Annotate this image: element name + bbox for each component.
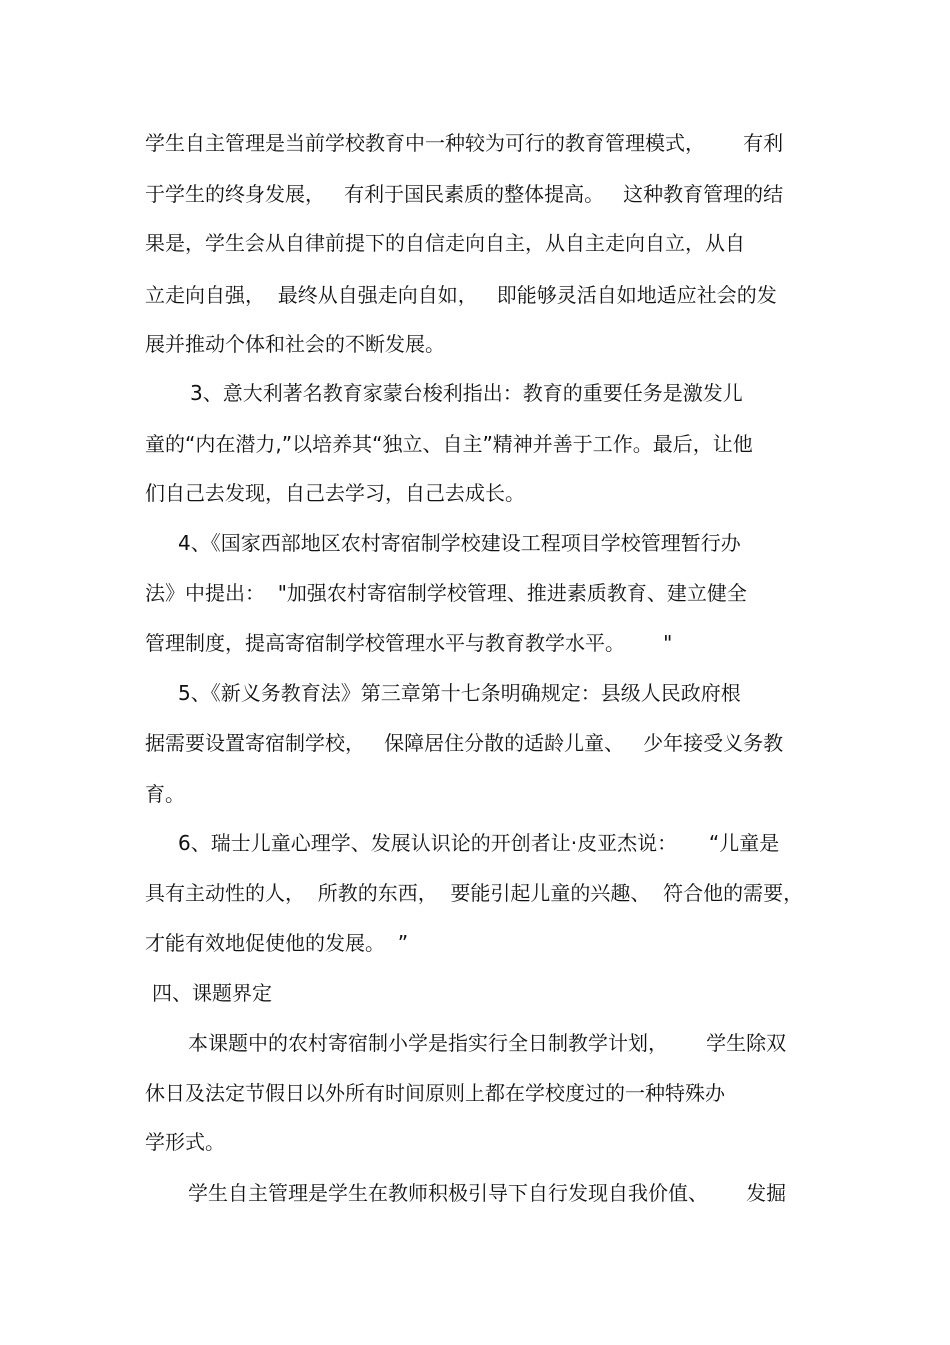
- paragraph-4-line-2: 据需要设置寄宿制学校， 保障居住分散的适龄儿童、 少年接受义务教: [145, 731, 784, 755]
- section-heading: 四、课题界定: [152, 981, 272, 1005]
- paragraph-6-line-2: 休日及法定节假日以外所有时间原则上都在学校度过的一种特殊办: [145, 1081, 725, 1105]
- paragraph-2-line-2: 童的“内在潜力,”以培养其“独立、自主”精神并善于工作。最后，让他: [145, 432, 753, 456]
- paragraph-2-line-1: 3、意大利著名教育家蒙台梭利指出：教育的重要任务是激发儿: [190, 381, 743, 405]
- paragraph-1-line-5: 展并推动个体和社会的不断发展。: [145, 332, 445, 356]
- paragraph-1-line-1: 学生自主管理是当前学校教育中一种较为可行的教育管理模式， 有利: [145, 131, 784, 155]
- paragraph-5-line-2: 具有主动性的人， 所教的东西， 要能引起儿童的兴趣、 符合他的需要，: [145, 881, 804, 905]
- paragraph-6-line-3: 学形式。: [145, 1130, 225, 1154]
- paragraph-1-line-2: 于学生的终身发展， 有利于国民素质的整体提高。 这种教育管理的结: [145, 182, 784, 206]
- paragraph-5-line-1: 6、瑞士儿童心理学、发展认识论的开创者让·皮亚杰说： “儿童是: [178, 831, 780, 855]
- paragraph-3-line-2: 法》中提出： "加强农村寄宿制学校管理、推进素质教育、建立健全: [145, 581, 747, 605]
- paragraph-4-line-1: 5、《新义务教育法》第三章第十七条明确规定：县级人民政府根: [178, 681, 741, 705]
- paragraph-5-line-3: 才能有效地促使他的发展。 ”: [145, 931, 409, 955]
- paragraph-2-line-3: 们自己去发现，自己去学习，自己去成长。: [145, 481, 525, 505]
- paragraph-6-line-1: 本课题中的农村寄宿制小学是指实行全日制教学计划， 学生除双: [188, 1031, 787, 1055]
- paragraph-3-line-3: 管理制度，提高寄宿制学校管理水平与教育教学水平。 ": [145, 631, 673, 655]
- paragraph-3-line-1: 4、《国家西部地区农村寄宿制学校建设工程项目学校管理暂行办: [178, 531, 741, 555]
- paragraph-4-line-3: 育。: [145, 782, 185, 806]
- paragraph-7-line-1: 学生自主管理是学生在教师积极引导下自行发现自我价值、 发掘: [188, 1181, 787, 1205]
- paragraph-1-line-3: 果是，学生会从自律前提下的自信走向自主，从自主走向自立，从自: [145, 231, 745, 255]
- paragraph-1-line-4: 立走向自强， 最终从自强走向自如， 即能够灵活自如地适应社会的发: [145, 283, 777, 307]
